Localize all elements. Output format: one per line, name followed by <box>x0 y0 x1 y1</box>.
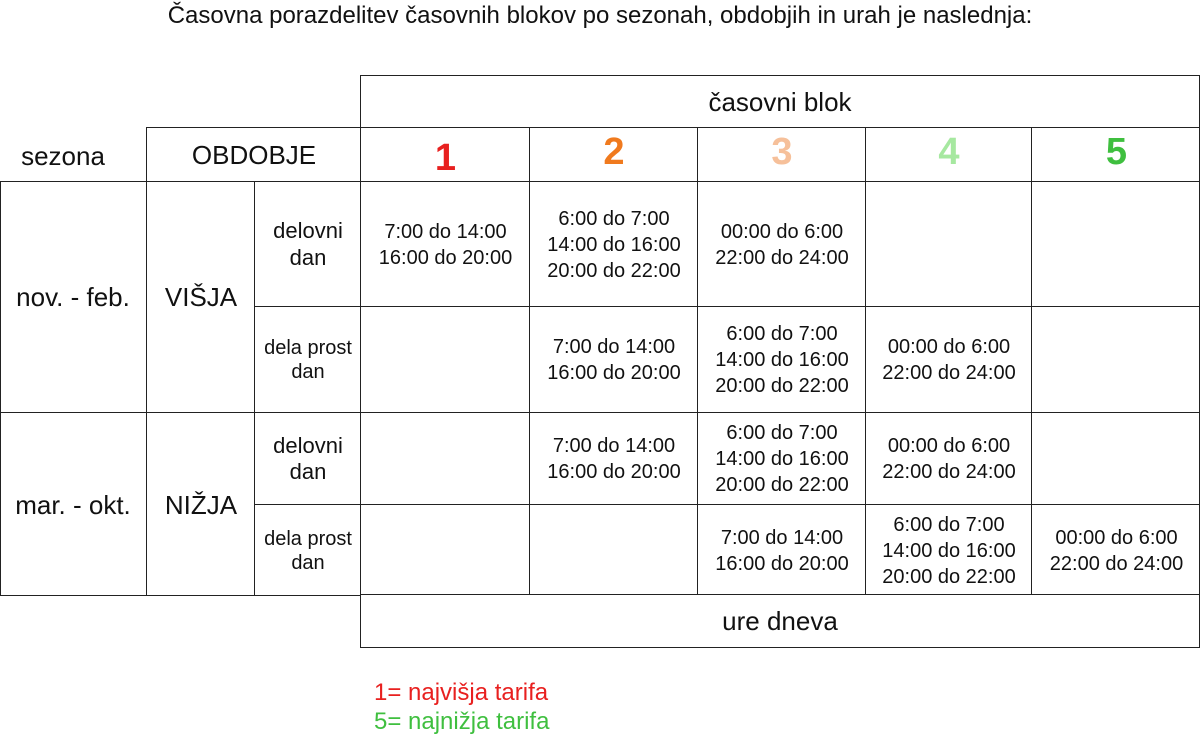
page-title: Časovna porazdelitev časovnih blokov po sezonah, obdobjih in urah je naslednja: <box>167 2 1033 29</box>
block-number-4 <box>867 127 1031 177</box>
time-range: 7:00 do 14:00 16:00 do 20:00 <box>378 220 513 269</box>
day-type-cell <box>256 414 360 504</box>
block-label: 2 <box>603 130 625 173</box>
block-label: 5 <box>1105 130 1128 173</box>
hours-footer-label: ure dneva <box>722 605 838 636</box>
time-cell <box>531 308 697 412</box>
period-cell <box>148 183 254 412</box>
time-range: 6:00 do 7:00 14:00 do 16:00 20:00 do 22:00 <box>715 422 849 496</box>
day-type-label: dela prost dan <box>264 528 352 574</box>
season-cell <box>0 183 146 412</box>
block-number-5 <box>1033 127 1200 177</box>
time-cell <box>867 506 1031 596</box>
divider <box>1031 181 1032 596</box>
season-header-label: sezona <box>21 140 105 171</box>
time-cell <box>1033 308 1200 412</box>
divider <box>254 306 1200 307</box>
block-label: 4 <box>938 130 960 173</box>
time-cell <box>531 506 697 596</box>
divider <box>529 181 530 596</box>
time-range: 6:00 do 7:00 14:00 do 16:00 20:00 do 22:00 <box>715 323 849 397</box>
period-label: NIŽJA <box>164 489 238 520</box>
divider <box>529 127 530 183</box>
period-header <box>146 127 362 183</box>
time-cell <box>1033 414 1200 504</box>
divider <box>254 504 1200 505</box>
divider <box>1031 127 1032 183</box>
time-range: 00:00 do 6:00 22:00 do 24:00 <box>1049 527 1184 575</box>
time-cell <box>867 183 1031 306</box>
legend-text: 1= najvišja tarifa <box>374 679 549 706</box>
time-cell <box>699 308 865 412</box>
time-range: 7:00 do 14:00 16:00 do 20:00 <box>547 336 681 384</box>
legend-text: 5= najnižja tarifa <box>374 708 550 735</box>
season-header <box>0 131 126 181</box>
block-label: 3 <box>771 130 793 173</box>
time-cell <box>867 414 1031 504</box>
time-range: 00:00 do 6:00 22:00 do 24:00 <box>882 435 1016 483</box>
time-cell <box>1033 183 1200 306</box>
divider <box>865 127 866 183</box>
time-cell <box>699 183 865 306</box>
time-range: 6:00 do 7:00 14:00 do 16:00 20:00 do 22:00 <box>882 514 1016 588</box>
divider <box>865 181 866 596</box>
day-type-cell <box>256 183 360 306</box>
block-number-2 <box>531 127 697 177</box>
time-cell <box>531 183 697 306</box>
block-number-1 <box>362 133 529 183</box>
block-number-3 <box>699 127 865 177</box>
time-cell <box>362 308 529 412</box>
divider <box>0 412 1200 413</box>
divider <box>697 127 698 183</box>
time-cell <box>699 506 865 596</box>
time-cell <box>1033 506 1200 596</box>
time-range: 00:00 do 6:00 22:00 do 24:00 <box>715 220 849 269</box>
legend-lowest <box>374 708 549 736</box>
day-type-label: delovni dan <box>273 432 343 484</box>
period-header-label: OBDOBJE <box>191 139 317 170</box>
divider <box>360 181 361 596</box>
blocks-header <box>360 75 1200 129</box>
season-label: mar. - okt. <box>15 489 131 520</box>
time-range: 7:00 do 14:00 16:00 do 20:00 <box>715 527 849 575</box>
day-type-cell <box>256 506 360 596</box>
time-range: 6:00 do 7:00 14:00 do 16:00 20:00 do 22:00 <box>547 207 681 282</box>
divider <box>697 181 698 596</box>
time-range: 7:00 do 14:00 16:00 do 20:00 <box>547 435 681 483</box>
season-label: nov. - feb. <box>16 282 130 312</box>
time-cell <box>362 506 529 596</box>
period-cell <box>148 414 254 596</box>
divider <box>146 181 147 596</box>
day-type-cell <box>256 308 360 412</box>
time-cell <box>867 308 1031 412</box>
legend-highest <box>374 679 548 707</box>
hours-footer <box>360 594 1200 648</box>
divider <box>254 181 255 596</box>
blocks-header-label: časovni blok <box>708 86 852 117</box>
day-type-label: delovni dan <box>273 218 343 270</box>
time-range: 00:00 do 6:00 22:00 do 24:00 <box>882 336 1016 384</box>
block-label: 1 <box>434 136 457 179</box>
day-type-label: dela prost dan <box>264 337 352 383</box>
period-label: VIŠJA <box>164 282 238 312</box>
time-cell <box>699 414 865 504</box>
time-cell <box>362 414 529 504</box>
time-cell <box>362 183 529 306</box>
time-cell <box>531 414 697 504</box>
season-cell <box>0 414 146 596</box>
